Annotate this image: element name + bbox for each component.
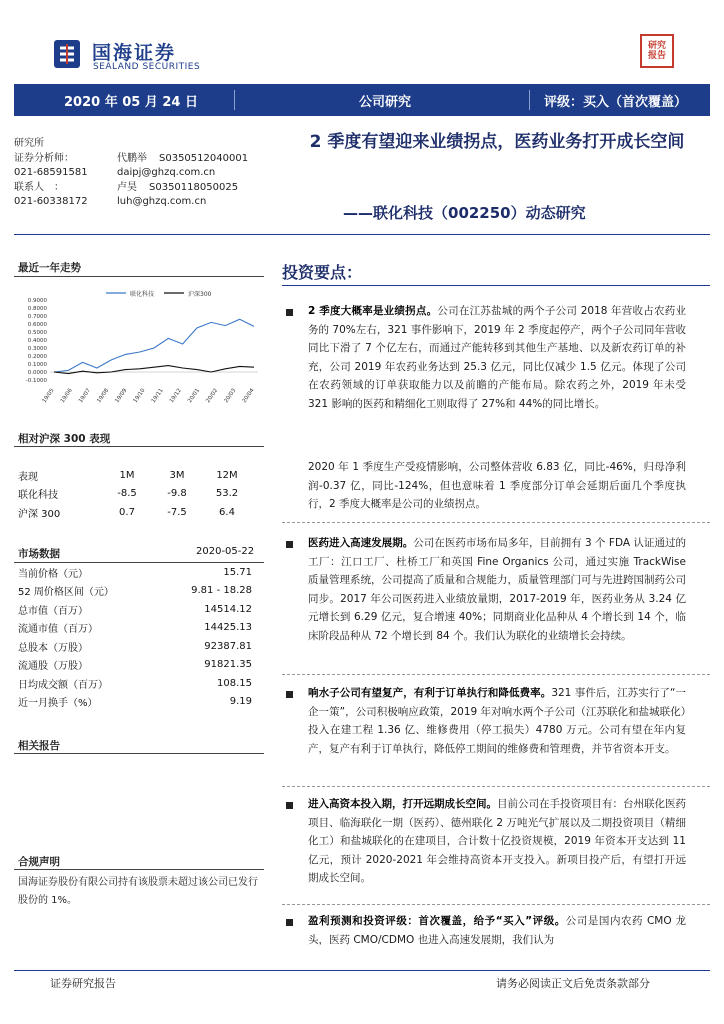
y-tick-label: 0.3000 <box>27 346 47 352</box>
footer-left: 证券研究报告 <box>50 977 116 990</box>
point-3-text: 321 事件后，江苏实行了“一企一策”，公司积极响应政策，2019 年对响水两个子公司（江苏联化和盐城联化）投入在建工程 1.36 亿、维修费用（停工损失）4780 万元。公司有望在年内复产，复产有利于订单执行，降低停工期间的维修费和管理费，并节省资本开支。 <box>308 687 686 755</box>
bullet-icon <box>286 691 293 698</box>
bullet-icon <box>286 309 293 316</box>
report-subtitle: ——联化科技（002250）动态研究 <box>343 204 586 222</box>
report-banner <box>14 84 710 116</box>
market-label: 日均成交额（百万） <box>18 679 108 691</box>
report-rating: 评级：买入（首次覆盖） <box>544 94 688 110</box>
x-tick-label: 20/02 <box>205 387 220 405</box>
table-row <box>18 693 252 712</box>
analyst-name: 代鹏举 <box>117 152 147 164</box>
y-tick-label: 0.0000 <box>27 370 47 376</box>
x-tick-label: 19/11 <box>150 387 165 405</box>
contact-name: 卢昊 <box>117 181 137 193</box>
market-value: 91821.35 <box>204 659 252 671</box>
y-tick-label: 0.2000 <box>27 354 47 360</box>
x-tick-label: 20/03 <box>223 387 238 405</box>
section-divider <box>14 753 264 754</box>
section-divider <box>14 446 264 447</box>
dashed-divider <box>282 522 710 523</box>
series-line-stock <box>54 319 254 372</box>
x-tick-label: 19/12 <box>168 387 183 405</box>
point-1 <box>308 302 686 413</box>
market-value: 108.15 <box>217 677 252 689</box>
legend-stock: 联化科技 <box>130 291 155 298</box>
market-label: 总市值（百万） <box>18 605 88 617</box>
legend-index: 沪深300 <box>188 291 212 298</box>
compliance-heading: 合规声明 <box>18 856 60 868</box>
point-2-text: 公司在医药市场布局多年，目前拥有 3 个 FDA 认证通过的工厂：江口工厂、杜桥工厂和英国 Fine Organics 公司，通过实施 TrackWise 质量管理系统，公司提高了质量和合规能力，质量管理部门可与先进跨国制药公司同步。2017 年公司医药进入业绩放量期，2017-2019 年，医药业务从 3.24 亿元增长到 6.29 亿元，复合增速 40%；同期商业化品种从 4 个增长到 14 个，临床阶段品种从 72 个增长到 84 个。我们认为联化的业绩增长会持续。 <box>308 537 687 642</box>
y-tick-label: 0.5000 <box>27 330 47 336</box>
market-label: 流通股（万股） <box>18 661 88 673</box>
analyst-label: 证券分析师： <box>14 152 74 164</box>
trend-heading: 最近一年走势 <box>18 262 81 274</box>
banner-divider <box>234 90 235 110</box>
table-row <box>18 619 252 638</box>
x-tick-label: 20/01 <box>187 387 202 405</box>
table-row <box>18 563 252 582</box>
sealand-logo-icon <box>52 38 82 70</box>
point-4 <box>308 795 686 888</box>
x-tick-label: 20/04 <box>241 387 256 405</box>
research-report-seal: 研究报告 <box>640 34 674 68</box>
point-1-text: 公司在江苏盐城的两个子公司 2018 年营收占农药业务的 70%左右，321 事件影响下，2019 年 2 季度起停产，两个子公司同年营收同比下滑了 7 个亿左右，而通过产能转移到其他生产基地、以及新农药订单的补充，公司 2019 年农药业务达到 25.3 亿元，同比仅减少 1.5 亿元。体现了公司在农药领域的订单获取能力以及前瞻的产能布局。除农药之外，2019 年未受 321 影响的医药和精细化工则取得了 27%和 44%的同比增长。 <box>308 305 686 410</box>
market-label: 52 周价格区间（元） <box>18 587 114 599</box>
footer-divider <box>14 970 710 971</box>
x-tick-label: 19/07 <box>77 387 93 405</box>
market-label: 流通市值（百万） <box>18 624 98 636</box>
y-tick-label: 0.9000 <box>27 298 47 304</box>
header-divider <box>14 234 710 235</box>
point-4-lead: 进入高资本投入期，打开远期成长空间。 <box>308 798 497 810</box>
analyst-email[interactable]: daipj@ghzq.com.cn <box>117 167 216 179</box>
analyst-phone: 021-68591581 <box>14 167 88 179</box>
point-2 <box>308 534 686 645</box>
market-label: 当前价格（元） <box>18 568 88 580</box>
point-5-lead: 盈利预测和投资评级：首次覆盖，给予“买入”评级。 <box>308 915 566 927</box>
banner-divider <box>529 90 530 110</box>
related-heading: 相关报告 <box>18 740 60 752</box>
point-1-lead: 2 季度大概率是业绩拐点。 <box>308 305 438 317</box>
contact-phone: 021-60338172 <box>14 196 88 208</box>
contact-label: 联系人 ： <box>14 181 64 193</box>
dashed-divider <box>282 786 710 787</box>
market-heading: 市场数据 <box>18 548 60 560</box>
market-value: 9.81 - 18.28 <box>191 585 252 597</box>
brand-name-en: SEALAND SECURITIES <box>93 62 201 72</box>
table-header-row: 表现 1M 3M 12M <box>18 469 238 483</box>
market-label: 近一月换手（%） <box>18 698 98 710</box>
series-line-index <box>54 366 254 374</box>
market-value: 15.71 <box>223 566 252 578</box>
point-3 <box>308 684 686 758</box>
analyst-license: S0350512040001 <box>159 152 249 164</box>
table-row <box>18 674 252 693</box>
x-tick-label: 19/09 <box>114 387 129 405</box>
brand-name-cn: 国海证券 <box>92 42 177 64</box>
market-table <box>18 563 252 711</box>
market-date: 2020-05-22 <box>196 546 255 557</box>
point-3-lead: 响水子公司有望复产，有利于订单执行和降低费率。 <box>308 687 552 699</box>
x-tick-label: 19/08 <box>96 387 111 405</box>
report-type: 公司研究 <box>359 94 412 110</box>
bullet-icon <box>286 802 293 809</box>
x-tick-label: 19/06 <box>59 387 74 405</box>
bullet-icon <box>286 919 293 926</box>
y-tick-label: 0.6000 <box>27 322 47 328</box>
market-value: 14425.13 <box>204 622 252 634</box>
point-5 <box>308 912 686 949</box>
table-row <box>18 656 252 675</box>
contact-license: S0350118050025 <box>149 181 239 193</box>
performance-table <box>18 466 252 522</box>
point-2-lead: 医药进入高速发展期。 <box>308 537 414 549</box>
market-value: 9.19 <box>229 696 252 708</box>
point-1b: 2020 年 1 季度生产受疫情影响，公司整体营收 6.83 亿，同比-46%，归母净利润-0.37 亿，同比-124%，但也意味着 1 季度部分订单会延期后面几个季度执行，2 季度大概率是公司的业绩拐点。 <box>308 461 686 510</box>
table-row: 联化科技 -8.5 -9.8 53.2 <box>18 488 239 502</box>
performance-heading: 相对沪深 300 表现 <box>18 433 111 445</box>
y-tick-label: -0.1000 <box>25 378 47 384</box>
x-tick-label: 19/10 <box>132 387 147 405</box>
table-row <box>18 582 252 601</box>
table-row: 沪深 300 0.7 -7.5 6.4 <box>18 506 235 520</box>
analyst-info <box>14 137 248 210</box>
report-date: 2020 年 05 月 24 日 <box>64 94 198 110</box>
y-tick-label: 0.8000 <box>27 306 47 312</box>
section-divider <box>14 869 264 870</box>
y-tick-label: 0.4000 <box>27 338 47 344</box>
section-divider <box>14 276 264 277</box>
x-tick-label: 19/05 <box>41 387 56 405</box>
market-value: 14514.12 <box>204 603 252 615</box>
compliance-text: 国海证券股份有限公司持有该股票未超过该公司已发行股份的 1%。 <box>18 877 258 906</box>
footer-right: 请务必阅读正文后免责条款部分 <box>496 977 650 990</box>
dashed-divider <box>282 674 710 675</box>
market-value: 92387.81 <box>204 640 252 652</box>
report-title: 2 季度有望迎来业绩拐点，医药业务打开成长空间 <box>309 132 685 152</box>
research-dept: 研究所 <box>14 138 44 149</box>
contact-email[interactable]: luh@ghzq.com.cn <box>117 196 207 208</box>
y-tick-label: 0.1000 <box>27 362 47 368</box>
point-4-text: 目前公司在手投资项目有：台州联化医药项目、临海联化一期（医药）、德州联化 2 万吨光气扩展以及二期投资项目（精细化工）和盐城联化的在建项目，合计数十亿投资规模，2019 年资本开支达到 11 亿元，预计 2020-2021 年会维持高资本开支投入。新项目投产后，有望打开远期成长空间。 <box>308 798 686 884</box>
trend-chart <box>14 288 264 416</box>
market-label: 总股本（万股） <box>18 642 88 654</box>
main-divider <box>282 285 710 286</box>
key-points-heading: 投资要点： <box>282 263 363 282</box>
dashed-divider <box>282 904 710 905</box>
y-tick-label: 0.7000 <box>27 314 47 320</box>
table-row <box>18 637 252 656</box>
table-row <box>18 600 252 619</box>
bullet-icon <box>286 541 293 548</box>
point-5-text: 公司是国内农药 CMO 龙头，医药 CMO/CDMO 也进入高速发展期，我们认为 <box>308 915 686 946</box>
